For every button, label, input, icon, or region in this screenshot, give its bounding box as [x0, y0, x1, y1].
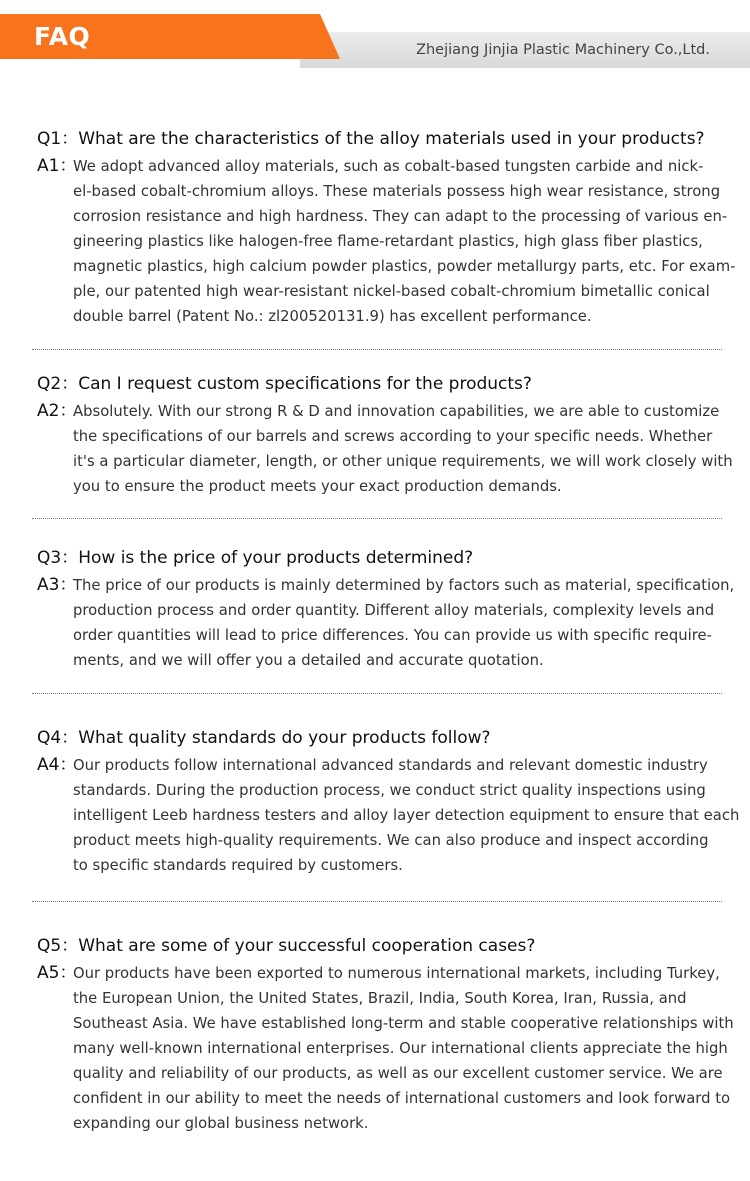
answer-text	[73, 753, 740, 878]
answer-line: intelligent Leeb hardness testers and alloy layer detection equipment to ensure that each	[73, 807, 740, 824]
divider	[32, 349, 722, 350]
answer-line: product meets high-quality requirements. We can also produce and inspect according	[73, 832, 709, 849]
answer-line: quality and reliability of our products, as well as our excellent customer service. We are	[73, 1065, 723, 1082]
answer-line: ments, and we will offer you a detailed and accurate quotation.	[73, 652, 544, 669]
question-label: Q4：	[37, 728, 79, 748]
answer-text	[73, 961, 734, 1136]
answer-label: A5：	[37, 963, 77, 983]
answer-line: confident in our ability to meet the needs of international customers and look forward to	[73, 1090, 731, 1107]
company-name: Zhejiang Jinjia Plastic Machinery Co.,Ltd.	[416, 42, 710, 58]
answer-line: standards. During the production process, we conduct strict quality inspections using	[73, 782, 706, 799]
question-label: Q5：	[37, 936, 79, 956]
answer-line: gineering plastics like halogen-free flame-retardant plastics, high glass fiber plastics,	[73, 233, 703, 250]
answer-line: Southeast Asia. We have established long-term and stable cooperative relationships with	[73, 1015, 734, 1032]
question-label: Q2：	[37, 374, 79, 394]
question-row	[37, 369, 532, 394]
answer-label: A4：	[37, 755, 77, 775]
question-text: What are the characteristics of the alloy materials used in your products?	[78, 129, 705, 149]
answer-label: A1：	[37, 156, 77, 176]
answer-line: the specifications of our barrels and screws according to your specific needs. Whether	[73, 428, 713, 445]
answer-text	[73, 399, 733, 499]
answer-line: production process and order quantity. Different alloy materials, complexity levels and	[73, 602, 715, 619]
question-row	[37, 124, 705, 149]
answer-line: it's a particular diameter, length, or other unique requirements, we will work closely with	[73, 453, 733, 470]
answer-line: el-based cobalt-chromium alloys. These materials possess high wear resistance, strong	[73, 183, 721, 200]
page-title: FAQ	[34, 22, 91, 51]
divider	[32, 901, 722, 902]
question-text: How is the price of your products determined?	[78, 548, 474, 568]
page-header	[0, 0, 750, 70]
answer-line: We adopt advanced alloy materials, such as cobalt-based tungsten carbide and nick-	[73, 158, 704, 175]
answer-label: A2：	[37, 401, 77, 421]
question-row	[37, 543, 473, 568]
answer-text	[73, 573, 735, 673]
question-row	[37, 723, 491, 748]
answer-line: Absolutely. With our strong R & D and innovation capabilities, we are able to customize	[73, 403, 720, 420]
answer-line: many well-known international enterprises. Our international clients appreciate the high	[73, 1040, 728, 1057]
answer-line: ple, our patented high wear-resistant nickel-based cobalt-chromium bimetallic conical	[73, 283, 710, 300]
question-text: What are some of your successful cooperation cases?	[78, 936, 536, 956]
answer-line: Our products follow international advanced standards and relevant domestic industry	[73, 757, 708, 774]
answer-text	[73, 154, 736, 329]
answer-line: corrosion resistance and high hardness. They can adapt to the processing of various en-	[73, 208, 728, 225]
answer-line: the European Union, the United States, Brazil, India, South Korea, Iran, Russia, and	[73, 990, 687, 1007]
answer-label: A3：	[37, 575, 77, 595]
answer-line: expanding our global business network.	[73, 1115, 369, 1132]
question-row	[37, 931, 535, 956]
question-label: Q1：	[37, 129, 79, 149]
divider	[32, 518, 722, 519]
divider	[32, 693, 722, 694]
answer-line: double barrel (Patent No.: zl200520131.9) has excellent performance.	[73, 308, 592, 325]
answer-line: magnetic plastics, high calcium powder plastics, powder metallurgy parts, etc. For exam-	[73, 258, 736, 275]
answer-line: you to ensure the product meets your exact production demands.	[73, 478, 562, 495]
answer-line: to specific standards required by customers.	[73, 857, 403, 874]
answer-line: Our products have been exported to numerous international markets, including Turkey,	[73, 965, 720, 982]
question-text: Can I request custom specifications for the products?	[78, 374, 532, 394]
question-text: What quality standards do your products follow?	[78, 728, 491, 748]
answer-line: The price of our products is mainly determined by factors such as material, specification,	[73, 577, 735, 594]
answer-line: order quantities will lead to price differences. You can provide us with specific require-	[73, 627, 712, 644]
question-label: Q3：	[37, 548, 79, 568]
